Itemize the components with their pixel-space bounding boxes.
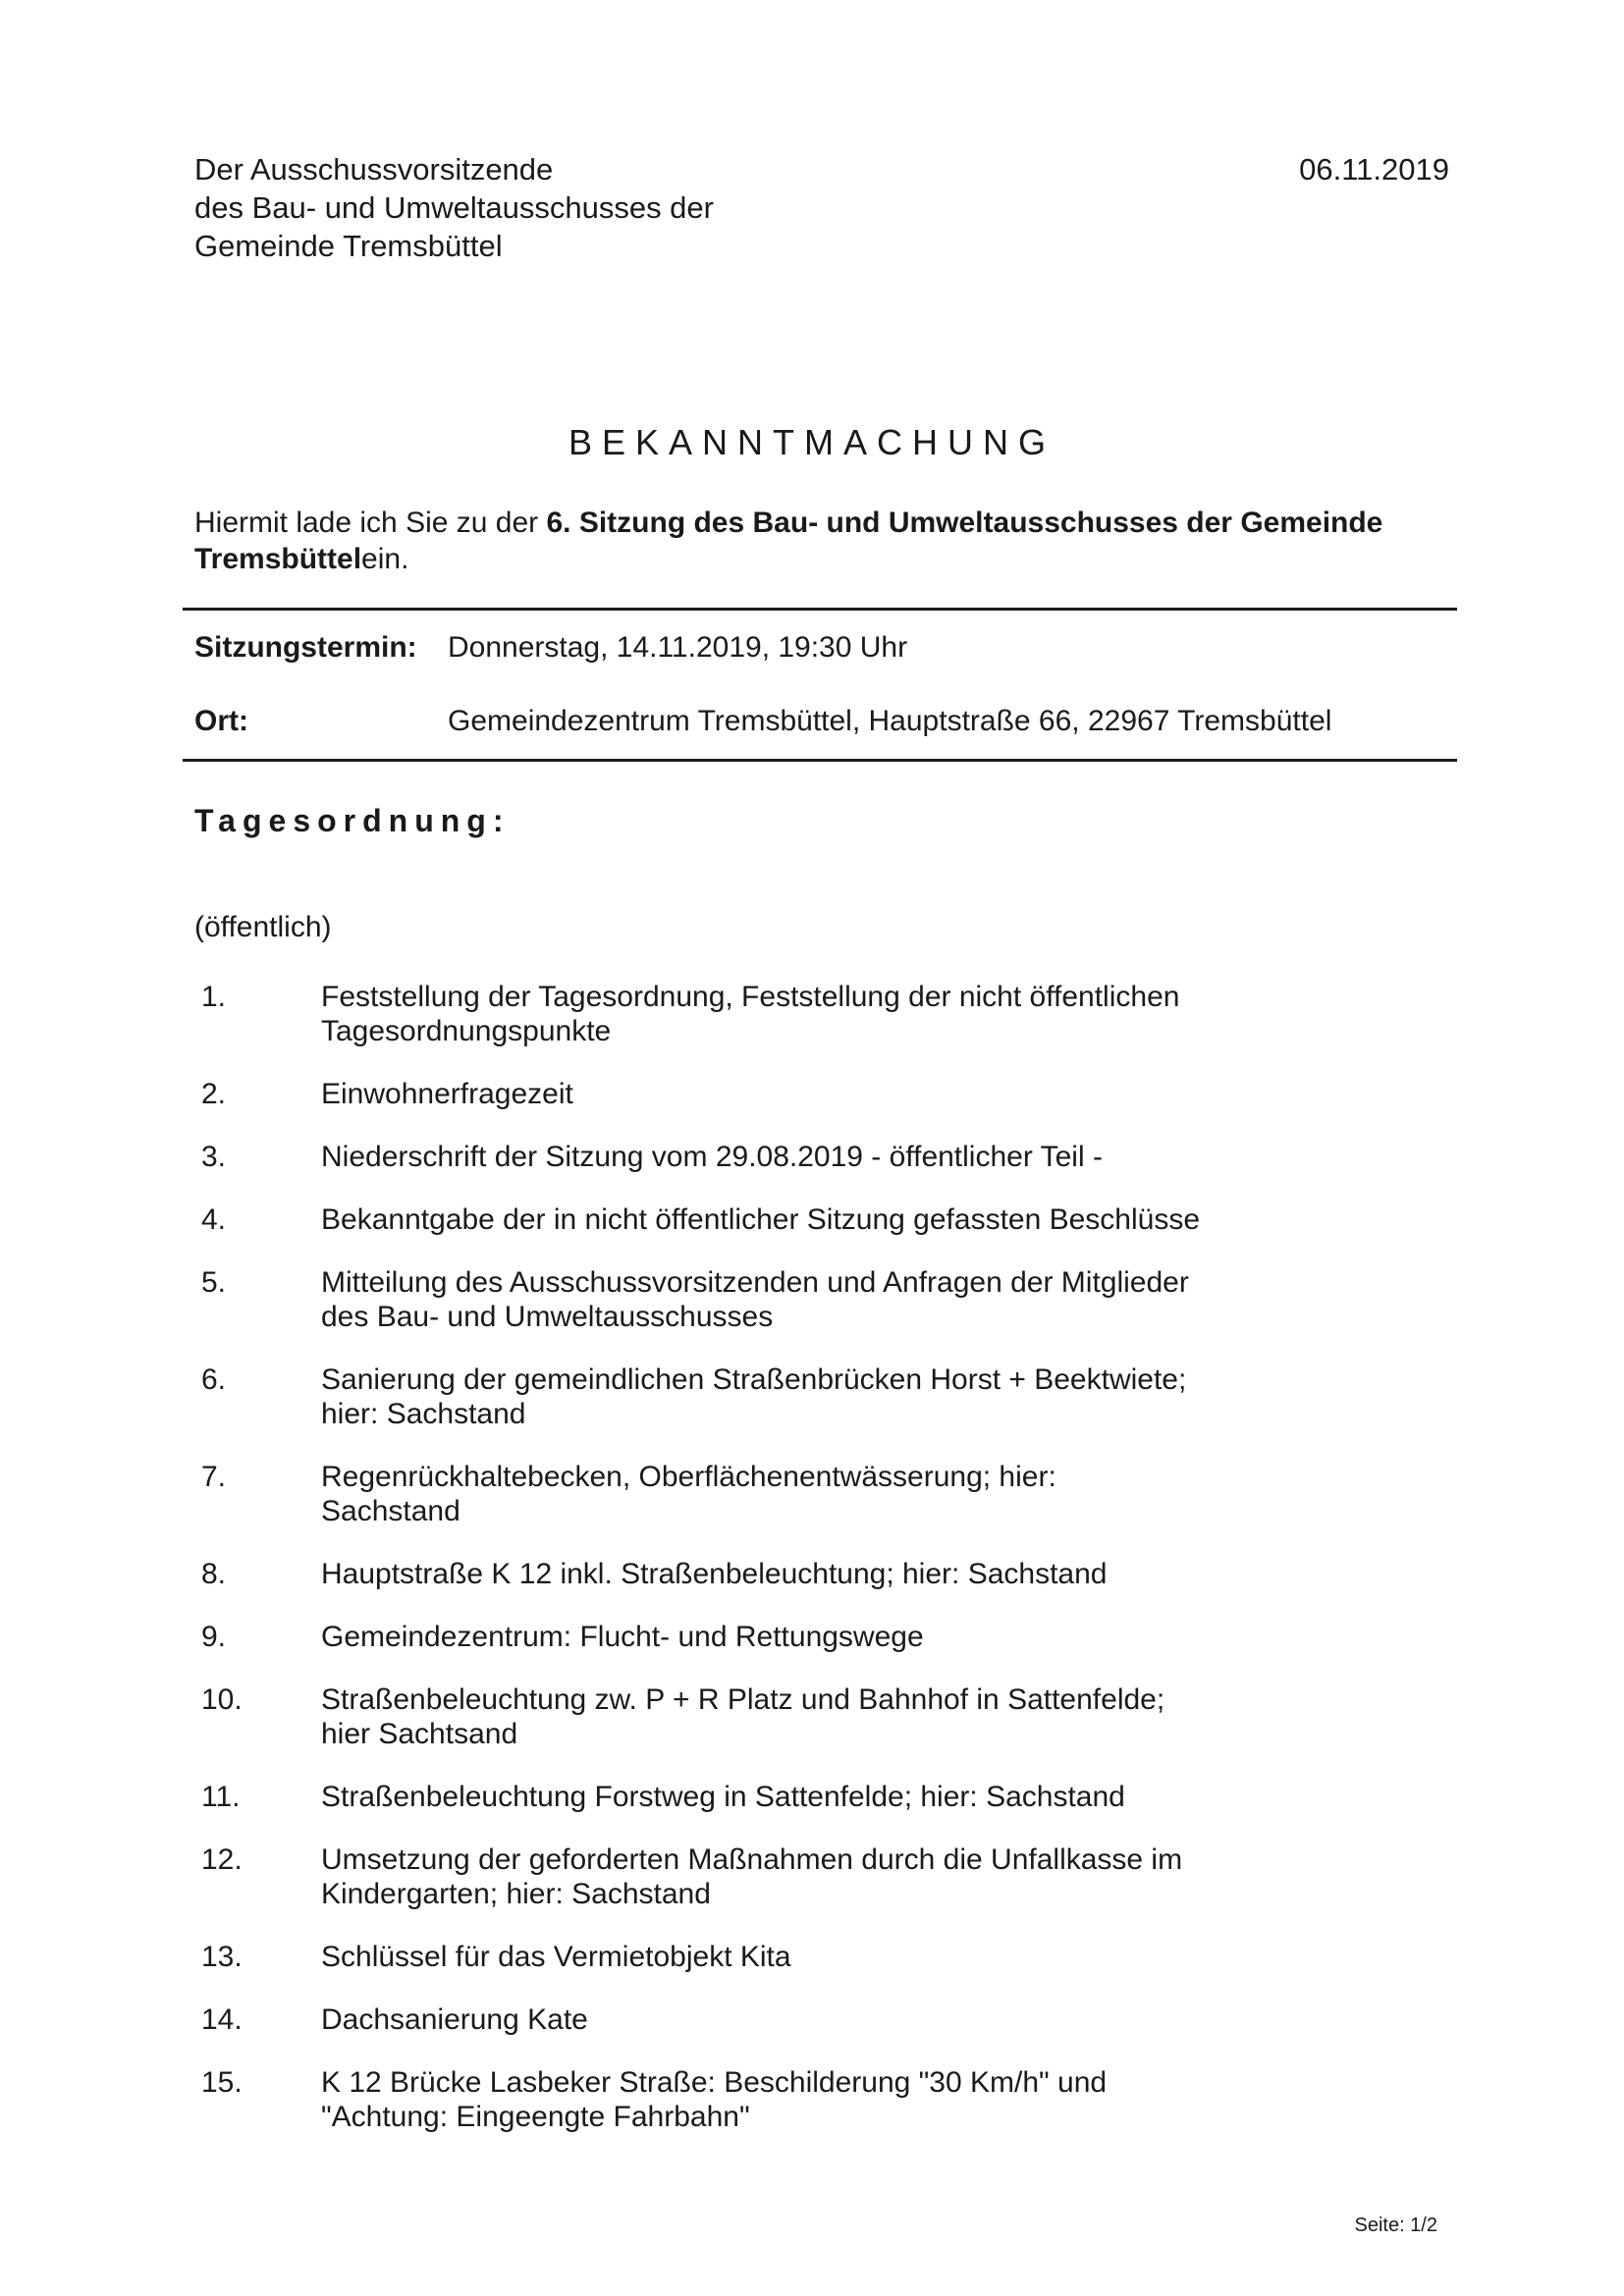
agenda-item-text: Hauptstraße K 12 inkl. Straßenbeleuchtung; hier: Sachstand: [321, 1558, 1108, 1590]
agenda-item-number: 2.: [201, 1078, 227, 1110]
agenda-item: [201, 1940, 1281, 1974]
intro-paragraph: [194, 505, 1451, 577]
agenda-item-text: Mitteilung des Ausschussvorsitzenden und Anfragen der Mitglieder des Bau- und Umweltausschusses: [321, 1266, 1189, 1333]
agenda-item: [201, 1140, 1281, 1174]
agenda-item: [201, 2002, 1281, 2037]
agenda-item-text: Niederschrift der Sitzung vom 29.08.2019 - öffentlicher Teil -: [321, 1141, 1103, 1173]
agenda-item-number: 6.: [201, 1363, 227, 1396]
agenda-item-number: 4.: [201, 1203, 227, 1236]
agenda-item-number: 15.: [201, 2066, 243, 2099]
agenda-item: [201, 980, 1281, 1048]
agenda-item-number: 11.: [201, 1781, 241, 1813]
agenda-item-text: Bekanntgabe der in nicht öffentlicher Sitzung gefassten Beschlüsse: [321, 1203, 1201, 1236]
agenda-item: [201, 1202, 1281, 1237]
sender-block: [194, 150, 714, 265]
document-title: BEKANNTMACHUNG: [568, 422, 1056, 462]
agenda-item-text: K 12 Brücke Lasbeker Straße: Beschilderung "30 Km/h" und "Achtung: Eingeengte Fahrbahn": [321, 2066, 1108, 2133]
agenda-item-number: 10.: [201, 1683, 243, 1716]
agenda-item-text: Sanierung der gemeindlichen Straßenbrücken Horst + Beektwiete; hier: Sachstand: [321, 1363, 1187, 1430]
agenda-item-number: 13.: [201, 1941, 243, 1973]
agenda-section-public: (öffentlich): [194, 911, 332, 943]
agenda-item-text: Gemeindezentrum: Flucht- und Rettungswege: [321, 1621, 924, 1653]
agenda-item-text: Umsetzung der geforderten Maßnahmen durch die Unfallkasse im Kindergarten; hier: Sachstand: [321, 1843, 1183, 1910]
divider-top: [183, 608, 1457, 611]
page-number: Seite: 1/2: [1354, 2215, 1437, 2236]
agenda-item-text: Straßenbeleuchtung Forstweg in Sattenfelde; hier: Sachstand: [321, 1781, 1125, 1813]
intro-meeting-name: 6. Sitzung des Bau- und Umweltausschusses der Gemeinde Tremsbüttel: [194, 507, 1383, 575]
agenda-item: [201, 1842, 1281, 1911]
document-date: 06.11.2019: [1299, 152, 1449, 187]
agenda-item: [201, 1620, 1281, 1654]
intro-suffix: ein.: [361, 543, 409, 575]
agenda-list: [201, 980, 1281, 2163]
agenda-item-number: 7.: [201, 1461, 227, 1493]
agenda-item-text: Straßenbeleuchtung zw. P + R Platz und Bahnhof in Sattenfelde; hier Sachtsand: [321, 1683, 1165, 1750]
agenda-item: [201, 1780, 1281, 1814]
divider-bottom: [183, 759, 1457, 762]
agenda-item-text: Feststellung der Tagesordnung, Feststellung der nicht öffentlichen Tagesordnungspunkte: [321, 981, 1180, 1047]
agenda-item-number: 1.: [201, 981, 227, 1013]
agenda-item: [201, 2065, 1281, 2134]
sender-line: Der Ausschussvorsitzende: [194, 152, 554, 187]
agenda-item-text: Regenrückhaltebecken, Oberflächenentwässerung; hier: Sachstand: [321, 1461, 1056, 1527]
intro-prefix: Hiermit lade ich Sie zu der: [194, 507, 547, 539]
agenda-item-number: 8.: [201, 1558, 227, 1590]
agenda-item: [201, 1682, 1281, 1751]
agenda-heading: Tagesordnung:: [194, 803, 511, 838]
agenda-item: [201, 1077, 1281, 1111]
sender-line: des Bau- und Umweltausschusses der: [194, 190, 714, 225]
agenda-item-number: 3.: [201, 1141, 227, 1173]
agenda-item: [201, 1557, 1281, 1591]
sender-line: Gemeinde Tremsbüttel: [194, 229, 503, 263]
meeting-place-value: Gemeindezentrum Tremsbüttel, Hauptstraße 66, 22967 Tremsbüttel: [448, 705, 1332, 737]
agenda-item: [201, 1265, 1281, 1334]
agenda-item-number: 5.: [201, 1266, 227, 1299]
agenda-item-number: 12.: [201, 1843, 243, 1876]
agenda-item: [201, 1460, 1281, 1528]
agenda-item: [201, 1362, 1281, 1431]
agenda-item-number: 9.: [201, 1621, 227, 1653]
meeting-time-label: Sitzungstermin:: [194, 631, 417, 664]
meeting-place-label: Ort:: [194, 705, 248, 737]
meeting-time-value: Donnerstag, 14.11.2019, 19:30 Uhr: [448, 631, 908, 664]
agenda-item-number: 14.: [201, 2003, 243, 2036]
agenda-item-text: Einwohnerfragezeit: [321, 1078, 573, 1110]
agenda-item-text: Schlüssel für das Vermietobjekt Kita: [321, 1941, 791, 1973]
agenda-item-text: Dachsanierung Kate: [321, 2003, 588, 2036]
